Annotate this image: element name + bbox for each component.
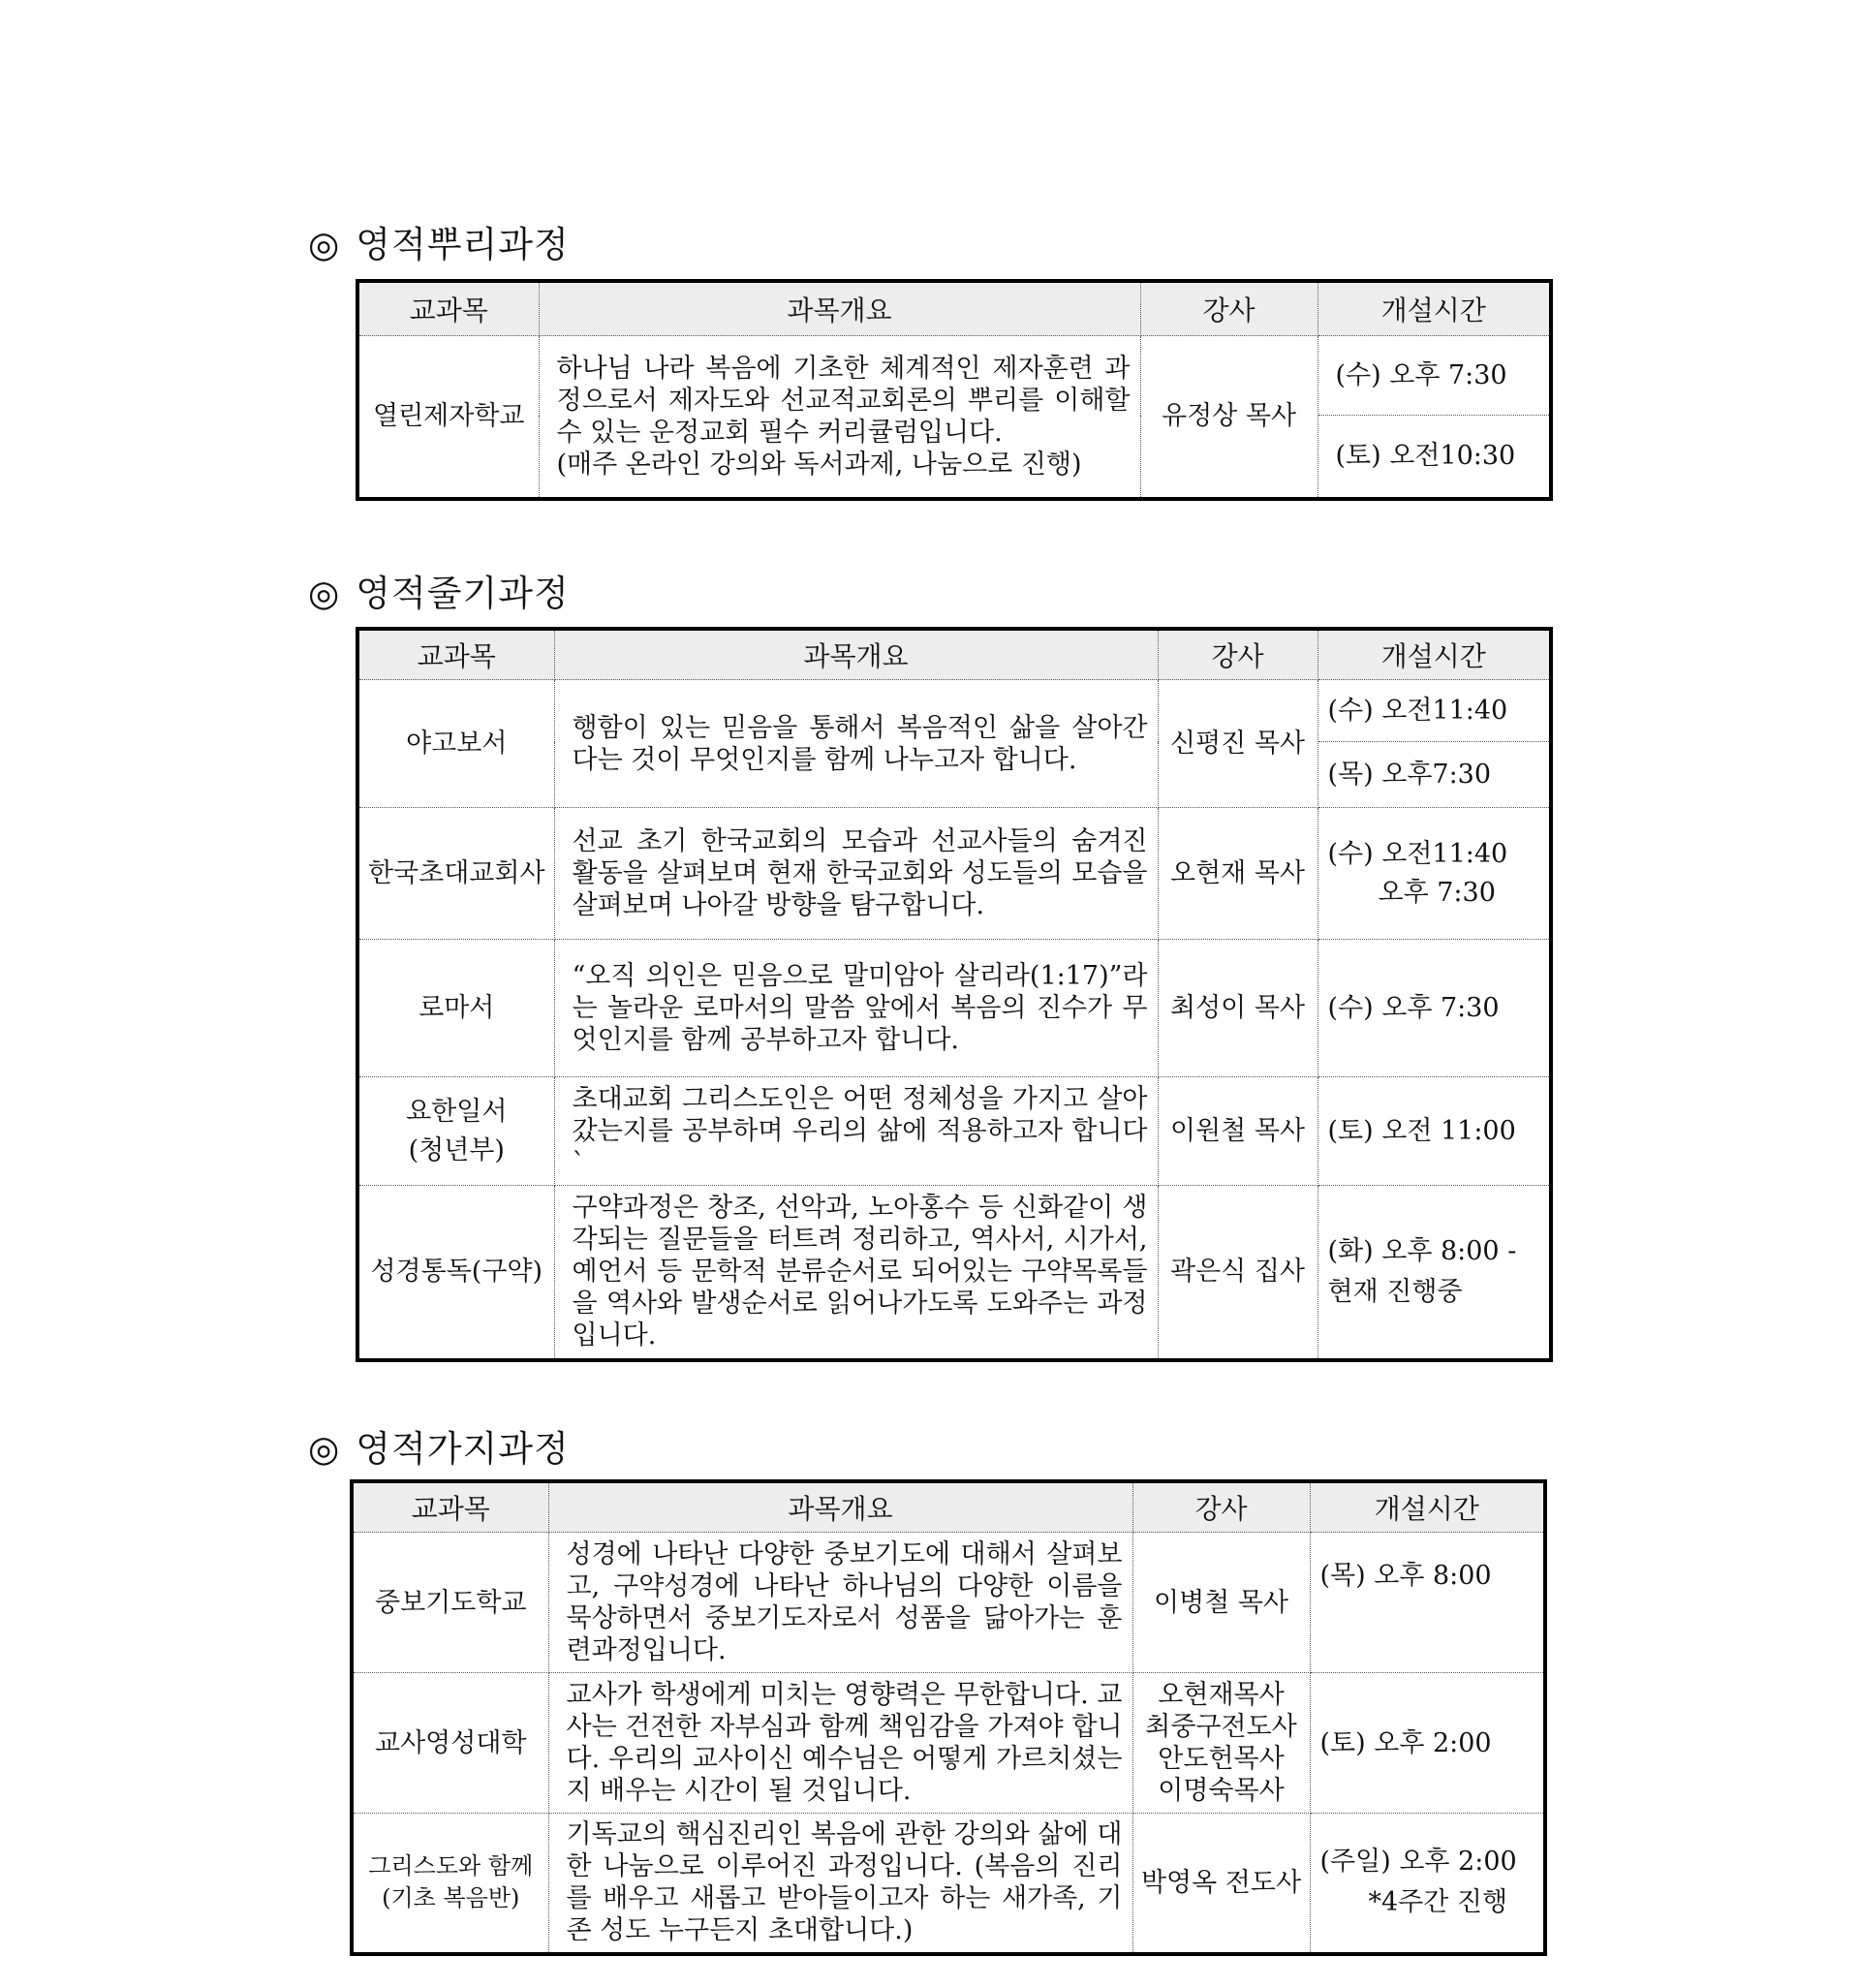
course-subject: 교사영성대학: [352, 1673, 548, 1814]
course-teacher: 오현재목사: [1158, 1680, 1285, 1710]
table-row: [352, 1814, 1545, 1954]
course-description: [539, 336, 1140, 499]
course-subject: 한국초대교회사: [357, 808, 554, 940]
course-time-1: (토) 오전 11:00: [1318, 1077, 1551, 1186]
course-time-1: (수) 오후 7:30: [1318, 940, 1551, 1077]
course-teacher: 박영옥 전도사: [1132, 1814, 1310, 1954]
course-teacher: 이명숙목사: [1158, 1776, 1285, 1806]
course-time-2: (토) 오전10:30: [1318, 416, 1551, 499]
course-teacher: 최중구전도사: [1145, 1712, 1297, 1742]
table-header-row: [357, 629, 1551, 680]
course-teacher: 오현재 목사: [1158, 808, 1318, 940]
course-time: [1318, 1186, 1551, 1360]
table-root-course: [356, 279, 1553, 501]
header-teacher: 강사: [1158, 629, 1318, 680]
course-subject-line-1: 요한일서: [406, 1096, 508, 1127]
course-subject: 열린제자학교: [357, 336, 539, 499]
header-subject: 교과목: [352, 1481, 548, 1533]
section-title-text: 영적가지과정: [356, 1428, 570, 1470]
header-time: 개설시간: [1318, 281, 1551, 336]
course-subject: 중보기도학교: [352, 1533, 548, 1673]
course-time-2: 오후 7:30: [1378, 877, 1496, 908]
section-title-root: [308, 215, 570, 267]
header-subject: 교과목: [357, 629, 554, 680]
course-description: 행함이 있는 믿음을 통해서 복음적인 삶을 살아간다는 것이 무엇인지를 함께 나누고자 합니다.: [554, 680, 1158, 808]
course-description: 구약과정은 창조, 선악과, 노아홍수 등 신화같이 생각되는 질문들을 터트려 정리하고, 역사서, 시가서, 예언서 등 문학적 분류순서로 되어있는 구약목록들을 역사와 발생순서로 읽어나가도록 도와주는 과정입니다.: [554, 1186, 1158, 1360]
course-teacher: 안도헌목사: [1158, 1744, 1285, 1774]
course-time-1: (목) 오후 8:00: [1310, 1533, 1545, 1673]
course-teachers: [1132, 1673, 1310, 1814]
course-teacher: 이원철 목사: [1158, 1077, 1318, 1186]
header-subject: 교과목: [357, 281, 539, 336]
course-description: 기독교의 핵심진리인 복음에 관한 강의와 삶에 대한 나눔으로 이루어진 과정입니다. (복음의 진리를 배우고 새롭고 받아들이고자 하는 새가족, 기존 성도 누구든지 초대합니다.): [548, 1814, 1132, 1954]
course-time: [1318, 808, 1551, 940]
header-time: 개설시간: [1318, 629, 1551, 680]
course-subject: 성경통독(구약): [357, 1186, 554, 1360]
section-title-text: 영적뿌리과정: [356, 224, 570, 265]
circle-mark-icon: ◎: [308, 224, 341, 265]
course-subject-line-2: (청년부): [408, 1134, 505, 1165]
course-time-1: (수) 오후 7:30: [1318, 336, 1551, 416]
course-subject: [357, 1077, 554, 1186]
table-header-row: [352, 1481, 1545, 1533]
course-time-2: (목) 오후7:30: [1318, 742, 1551, 808]
header-teacher: 강사: [1140, 281, 1318, 336]
header-summary: 과목개요: [548, 1481, 1132, 1533]
course-teacher: 곽은식 집사: [1158, 1186, 1318, 1360]
header-teacher: 강사: [1132, 1481, 1310, 1533]
course-subject: 야고보서: [357, 680, 554, 808]
course-teacher: 최성이 목사: [1158, 940, 1318, 1077]
course-time: [1310, 1814, 1545, 1954]
course-time-1: (수) 오전11:40: [1318, 680, 1551, 742]
course-subject: [352, 1814, 548, 1954]
header-time: 개설시간: [1310, 1481, 1545, 1533]
header-summary: 과목개요: [554, 629, 1158, 680]
course-subject-line-2: (기초 복음반): [382, 1884, 520, 1912]
course-teacher: 이병철 목사: [1132, 1533, 1310, 1673]
table-row: [352, 1533, 1545, 1673]
course-subject-line-1: 그리스도와 함께: [368, 1852, 534, 1880]
course-description: 선교 초기 한국교회의 모습과 선교사들의 숨겨진 활동을 살펴보며 현재 한국교회와 성도들의 모습을 살펴보며 나아갈 방향을 탐구합니다.: [554, 808, 1158, 940]
course-time-1: (수) 오전11:40: [1327, 838, 1508, 869]
circle-mark-icon: ◎: [308, 573, 341, 614]
table-row: [357, 680, 1551, 742]
section-title-text: 영적줄기과정: [356, 573, 570, 614]
course-description-text: 하나님 나라 복음에 기초한 체계적인 제자훈련 과정으로서 제자도와 선교적교회론의 뿌리를 이해할 수 있는 운정교회 필수 커리큘럼입니다.: [556, 353, 1131, 448]
course-subject: 로마서: [357, 940, 554, 1077]
table-row: [357, 1186, 1551, 1360]
course-description-note: (매주 온라인 강의와 독서과제, 나눔으로 진행): [556, 449, 1082, 480]
section-title-stem: [308, 564, 570, 616]
table-row: [352, 1673, 1545, 1814]
course-teacher: 신평진 목사: [1158, 680, 1318, 808]
table-row: [357, 940, 1551, 1077]
course-time-1: (화) 오후 8:00 -: [1327, 1235, 1517, 1266]
header-summary: 과목개요: [539, 281, 1140, 336]
course-description: 초대교회 그리스도인은 어떤 정체성을 가지고 살아갔는지를 공부하며 우리의 삶에 적용하고자 합니다`: [554, 1077, 1158, 1186]
course-teacher: 유정상 목사: [1140, 336, 1318, 499]
table-row: [357, 336, 1551, 416]
table-row: [357, 808, 1551, 940]
table-header-row: [357, 281, 1551, 336]
circle-mark-icon: ◎: [308, 1428, 341, 1470]
course-time-2: 현재 진행중: [1327, 1276, 1463, 1307]
table-stem-course: [356, 627, 1553, 1362]
course-description: 성경에 나타난 다양한 중보기도에 대해서 살펴보고, 구약성경에 나타난 하나님의 다양한 이름을 묵상하면서 중보기도자로서 성품을 닮아가는 훈련과정입니다.: [548, 1533, 1132, 1673]
course-description: “오직 의인은 믿음으로 말미암아 살리라(1:17)”라는 놀라운 로마서의 말씀 앞에서 복음의 진수가 무엇인지를 함께 공부하고자 합니다.: [554, 940, 1158, 1077]
course-description: 교사가 학생에게 미치는 영향력은 무한합니다. 교사는 건전한 자부심과 함께 책임감을 가져야 합니다. 우리의 교사이신 예수님은 어떻게 가르치셨는지 배우는 시간이 될 것입니다.: [548, 1673, 1132, 1814]
table-branch-course: [350, 1479, 1547, 1956]
course-time-1: (주일) 오후 2:00: [1319, 1847, 1517, 1878]
course-time-1: (토) 오후 2:00: [1310, 1673, 1545, 1814]
section-title-branch: [308, 1419, 570, 1472]
table-row: [357, 1077, 1551, 1186]
course-time-2: *4주간 진행: [1368, 1887, 1508, 1918]
